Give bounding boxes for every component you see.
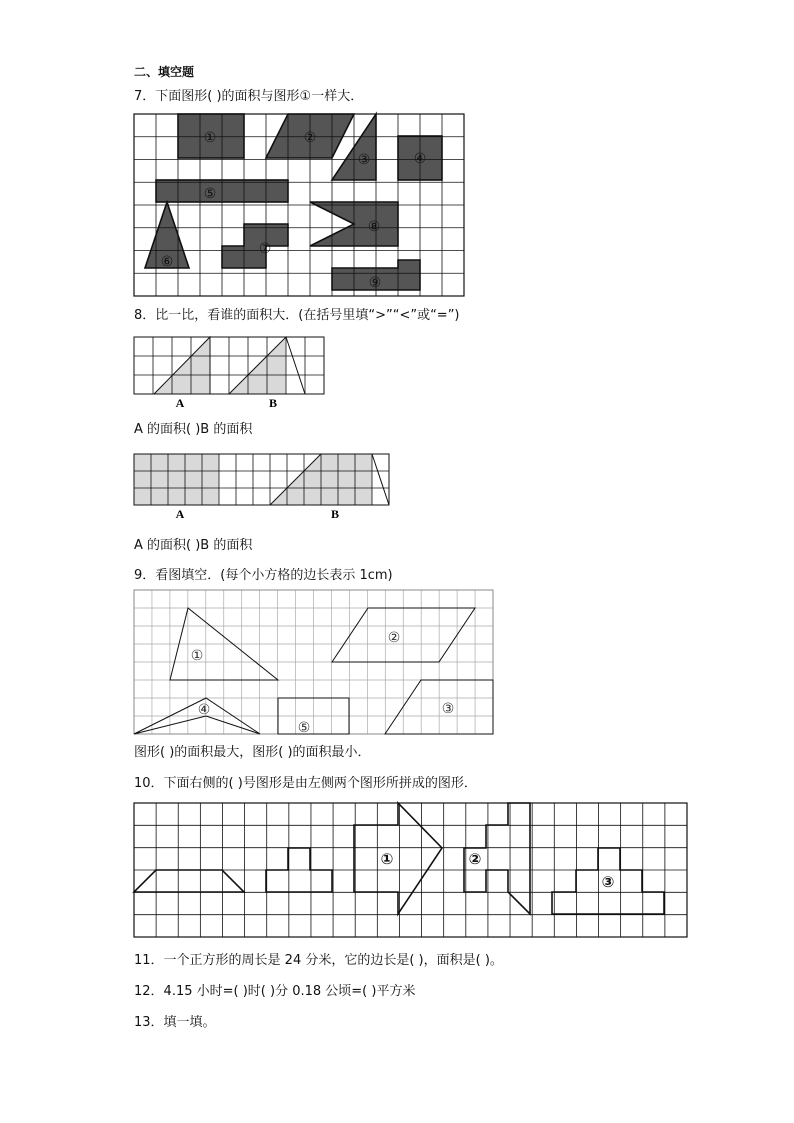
q8-answer-2: A 的面积( )B 的面积 — [134, 538, 253, 553]
q10-label-3: ③ — [601, 873, 615, 891]
q8-fig2-label-b: B — [330, 507, 340, 521]
q9-label-1: ① — [190, 648, 204, 664]
section-title: 二、填空题 — [134, 65, 195, 79]
q10-label-1: ① — [380, 850, 394, 868]
q7-label-8: ⑧ — [367, 219, 381, 235]
q8-answer-1: A 的面积( )B 的面积 — [134, 422, 253, 437]
q10-shape-1 — [354, 803, 442, 914]
q8-fig1-label-a: A — [175, 396, 185, 410]
q7-label-7: ⑦ — [258, 241, 272, 257]
question-7-text: 7．下面图形( )的面积与图形①一样大． — [134, 89, 364, 104]
q9-label-2: ② — [387, 630, 401, 646]
q9-answer: 图形( )的面积最大，图形( )的面积最小． — [134, 745, 371, 760]
q7-label-4: ④ — [413, 151, 427, 167]
q7-label-3: ③ — [357, 152, 371, 168]
question-8-text: 8．比一比，看谁的面积大．(在括号里填“>”“<”或“=”) — [134, 308, 460, 323]
question-13-text: 13．填一填。 — [134, 1015, 216, 1030]
q10-label-2: ② — [468, 850, 482, 868]
q10-shape-left-trapezoid — [134, 870, 244, 892]
q7-label-2: ② — [303, 130, 317, 146]
question-9-text: 9．看图填空．(每个小方格的边长表示 1cm) — [134, 568, 393, 583]
q7-label-5: ⑤ — [203, 186, 217, 202]
q9-label-5: ⑤ — [297, 720, 311, 736]
question-10-text: 10．下面右侧的( )号图形是由左侧两个图形所拼成的图形． — [134, 776, 477, 791]
q9-label-4: ④ — [197, 702, 211, 718]
q9-label-3: ③ — [441, 701, 455, 717]
q7-label-1: ① — [203, 130, 217, 146]
question-11-text: 11．一个正方形的周长是 24 分米，它的边长是( )，面积是( )。 — [134, 953, 503, 968]
question-12-text: 12．4.15 小时=( )时( )分 0.18 公顷=( )平方米 — [134, 984, 416, 999]
q8-fig1-label-b: B — [268, 396, 278, 410]
q8-fig2-label-a: A — [175, 507, 185, 521]
q7-label-9: ⑨ — [368, 275, 382, 291]
q7-label-6: ⑥ — [160, 254, 174, 270]
